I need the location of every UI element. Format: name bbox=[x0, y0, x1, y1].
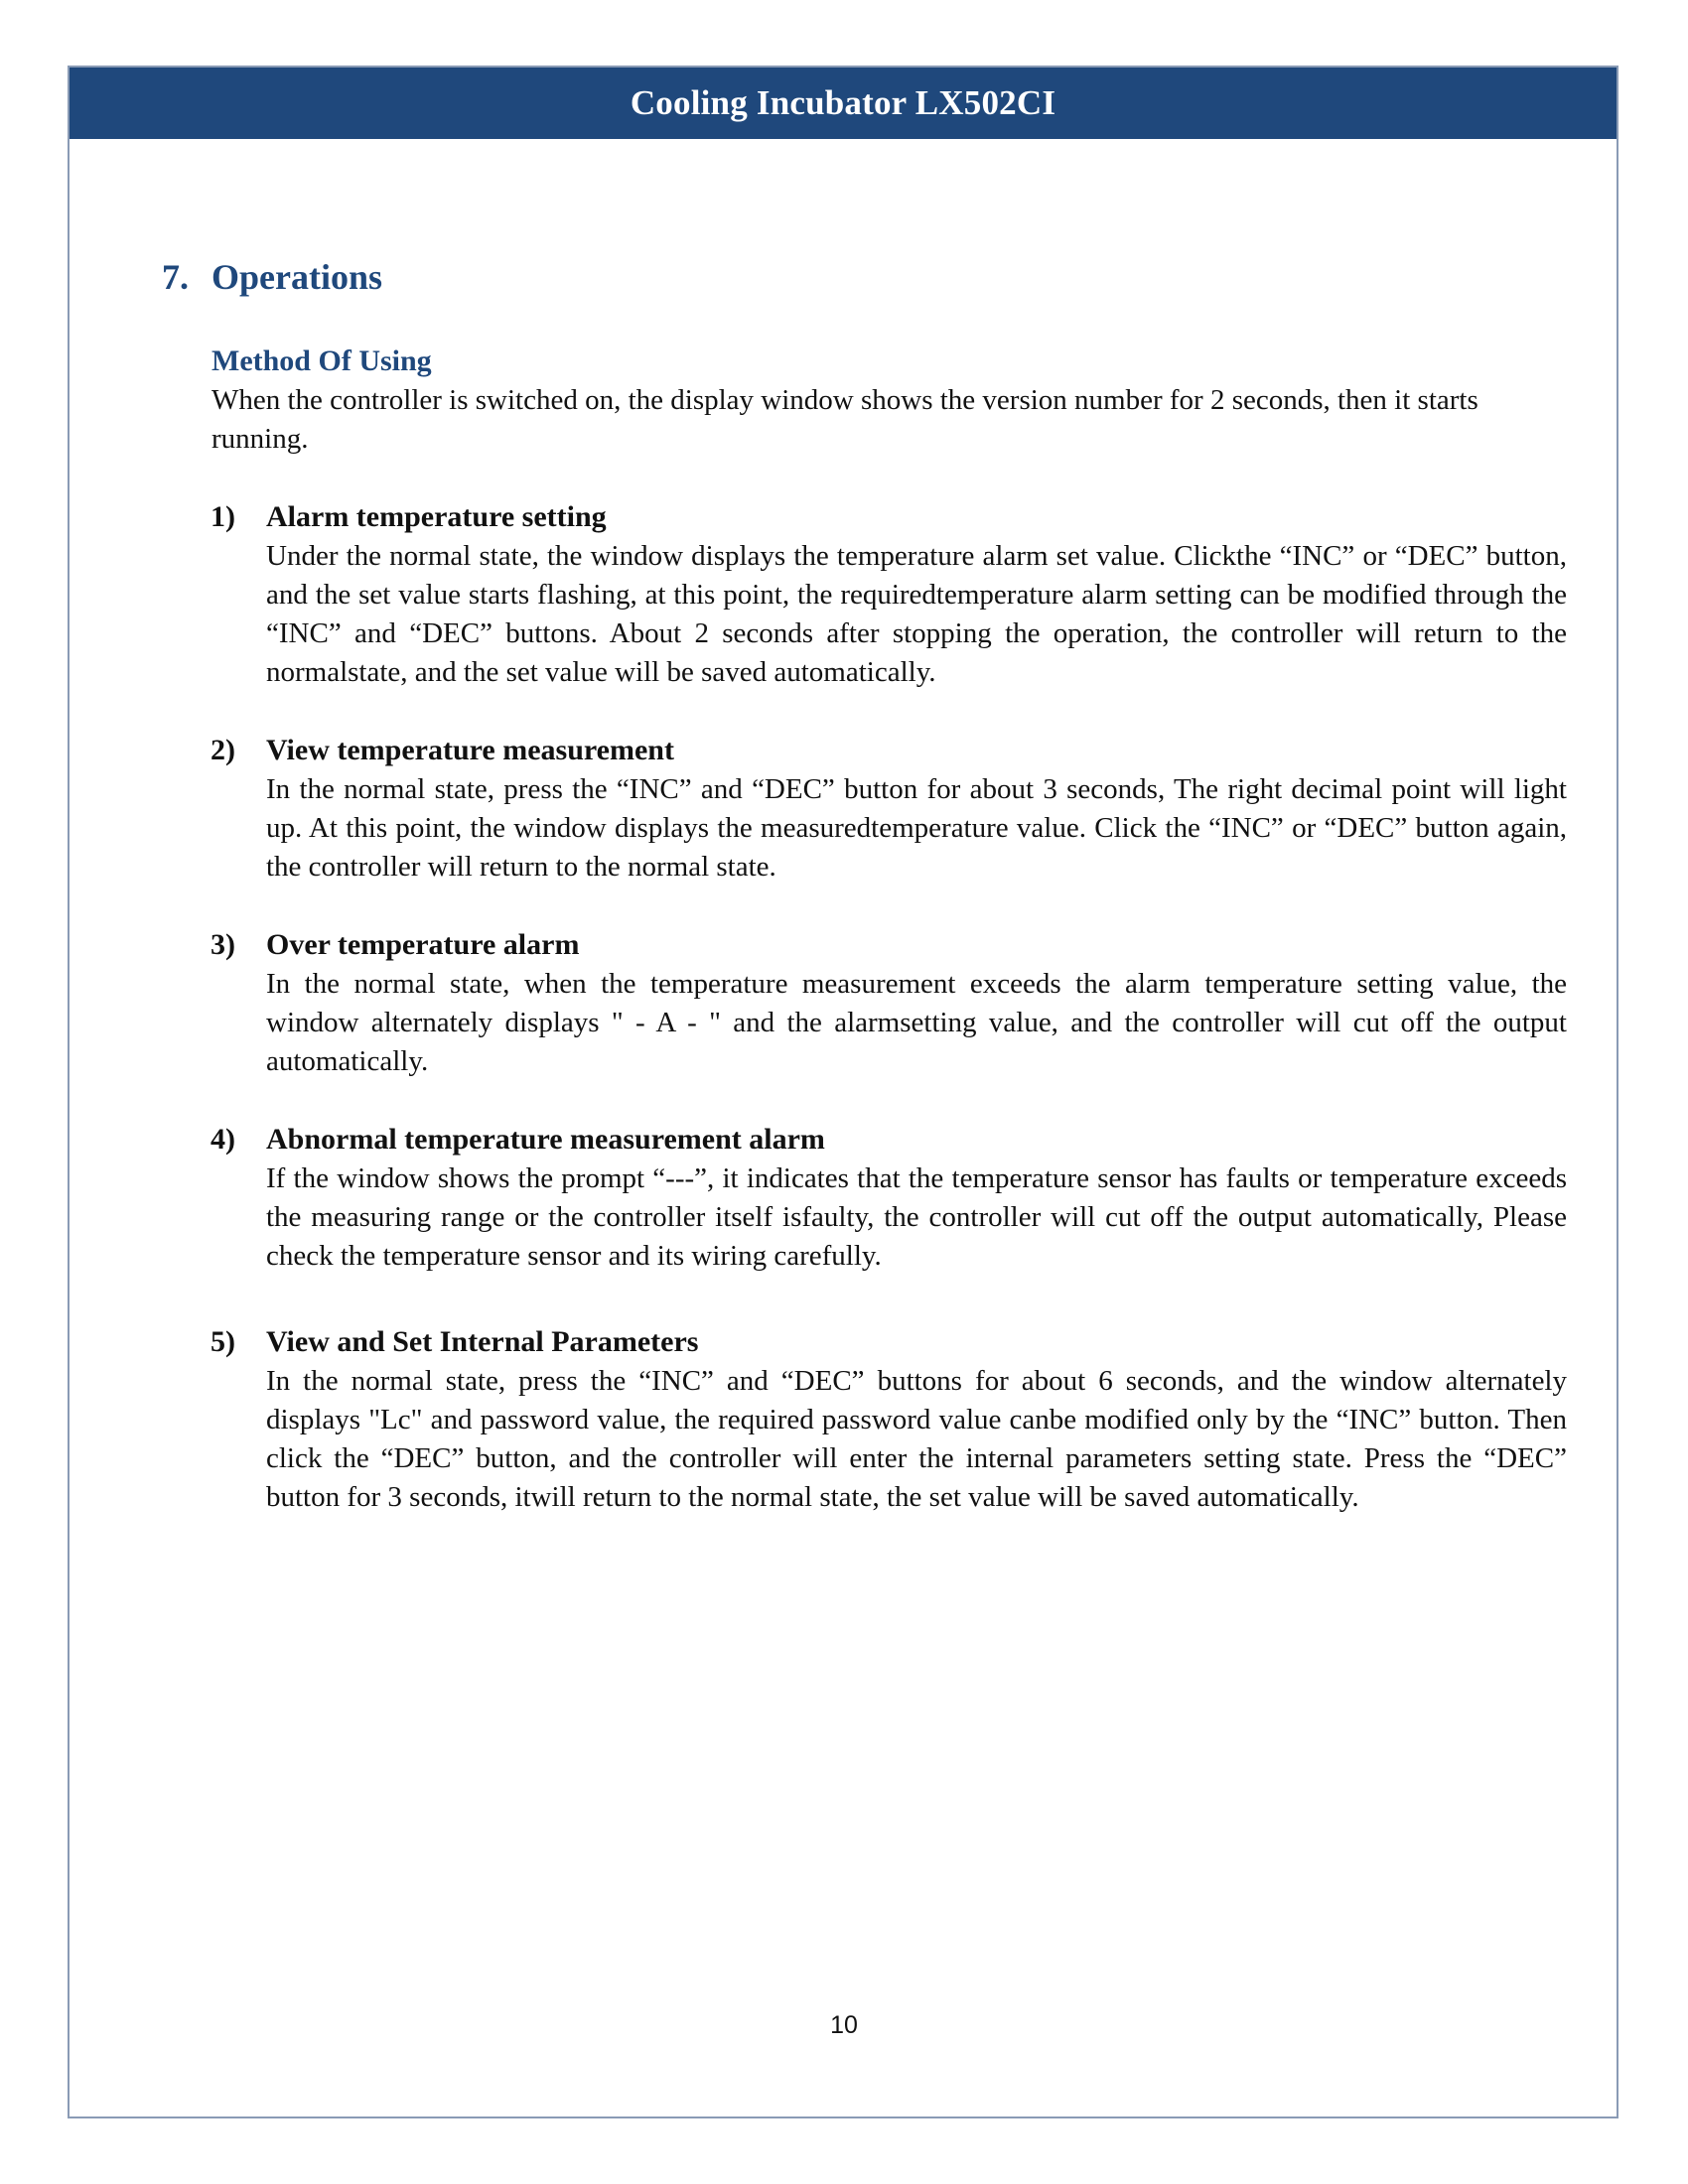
item-number: 4) bbox=[211, 1123, 235, 1156]
section-heading bbox=[162, 256, 382, 298]
list-item bbox=[211, 1120, 1567, 1276]
item-number: 5) bbox=[211, 1325, 235, 1358]
item-number: 2) bbox=[211, 734, 235, 766]
item-number: 1) bbox=[211, 500, 235, 533]
list-item bbox=[211, 925, 1567, 1081]
item-title: Over temperature alarm bbox=[266, 928, 580, 961]
item-number: 3) bbox=[211, 928, 235, 961]
item-body: Under the normal state, the window displays the temperature alarm set value. Clickthe “INC” or “DEC” button, and the set value starts flashing, at this point, the requiredtemperature alarm setting can be modified through the “INC” and “DEC” buttons. About 2 seconds after stopping the operation, the controller will return to the normalstate, and the set value will be saved automatically. bbox=[266, 540, 1567, 688]
item-body: If the window shows the prompt “---”, it indicates that the temperature sensor has faults or temperature exceeds the measuring range or the controller itself isfaulty, the controller will cut off the output automatically, Please check the temperature sensor and its wiring carefully. bbox=[266, 1162, 1567, 1272]
method-text: When the controller is switched on, the display window shows the version number for 2 seconds, then it starts running. bbox=[211, 384, 1478, 455]
item-title: View temperature measurement bbox=[266, 734, 674, 766]
item-title: View and Set Internal Parameters bbox=[266, 1325, 699, 1358]
document-title: Cooling Incubator LX502CI bbox=[630, 83, 1056, 122]
header-bar bbox=[70, 68, 1617, 139]
section-number: 7. bbox=[162, 257, 189, 297]
section-title: Operations bbox=[211, 257, 383, 297]
method-heading: Method Of Using bbox=[211, 344, 432, 377]
list-item bbox=[211, 731, 1567, 887]
item-title: Alarm temperature setting bbox=[266, 500, 607, 533]
item-body: In the normal state, when the temperature measurement exceeds the alarm temperature setting value, the window alternately displays " - A - " and the alarmsetting value, and the controller will cut off the output automatically. bbox=[266, 968, 1567, 1077]
page-number: 10 bbox=[830, 2011, 858, 2039]
item-title: Abnormal temperature measurement alarm bbox=[266, 1123, 825, 1156]
item-body: In the normal state, press the “INC” and “DEC” button for about 3 seconds, The right decimal point will light up. At this point, the window displays the measuredtemperature value. Click the “INC” or “DEC” button again, the controller will return to the normal state. bbox=[266, 773, 1567, 883]
content bbox=[211, 341, 1567, 1517]
item-body: In the normal state, press the “INC” and “DEC” buttons for about 6 seconds, and the window alternately displays "Lc" and password value, the required password value canbe modified only by the “INC” button. Then click the “DEC” button, and the controller will enter the internal parameters setting state. Press the “DEC” button for 3 seconds, itwill return to the normal state, the set value will be saved automatically. bbox=[266, 1365, 1567, 1513]
list-item bbox=[211, 1322, 1567, 1517]
list-item bbox=[211, 497, 1567, 692]
operations-list bbox=[211, 497, 1567, 1517]
